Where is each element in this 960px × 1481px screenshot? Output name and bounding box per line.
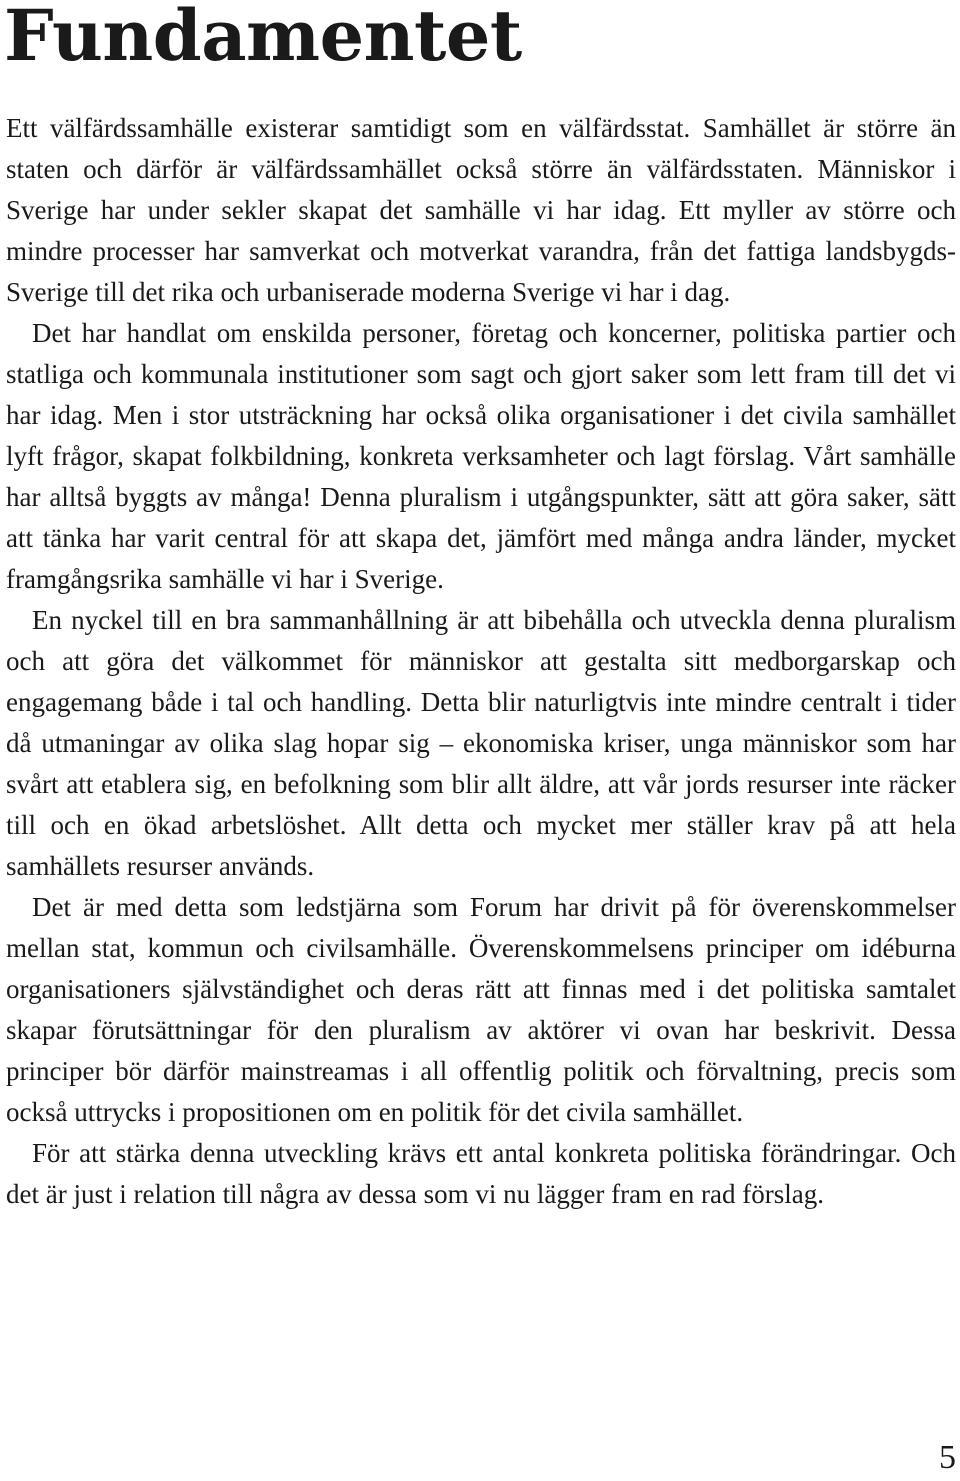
page-number: 5 [939,1439,956,1476]
page-title: Fundamentet [4,0,522,77]
paragraph-4: Det är med detta som ledstjärna som Forum har drivit på för överenskommelser mellan stat, kommun och civilsamhälle. Överenskommelsens principer om idéburna organisationers självständighet och deras rätt att finnas med i det politiska samtalet skapar förutsättningar för den pluralism av aktörer vi ovan har beskrivit. Dessa principer bör därför mainstreamas i all offentlig politik och förvaltning, precis som också uttrycks i propositionen om en politik för det civila samhället. [6,892,956,1127]
paragraph-5: För att stärka denna utveckling krävs ett antal konkreta politiska förändringar. Och det är just i relation till några av dessa som vi nu lägger fram en rad förslag. [6,1138,956,1209]
paragraph-3: En nyckel till en bra sammanhållning är att bibehålla och utveckla denna pluralism och att göra det välkommet för människor att gestalta sitt medborgarskap och engagemang både i tal och handling. Detta blir naturligtvis inte mindre centralt i tider då utmaningar av olika slag hopar sig – ekonomiska kriser, unga människor som har svårt att etablera sig, en befolkning som blir allt äldre, att vår jords resurser inte räcker till och en ökad arbetslöshet. Allt detta och mycket mer ställer krav på att hela samhällets resurser används. [6,605,956,881]
paragraph-1: Ett välfärdssamhälle existerar samtidigt som en välfärdsstat. Samhället är större än staten och därför är välfärdssamhället också större än välfärdsstaten. Människor i Sverige har under sekler skapat det samhälle vi har idag. Ett myller av större och mindre processer har samverkat och motverkat varandra, från det fattiga landsbygds-Sverige till det rika och urbaniserade moderna Sverige vi har i dag. [6,113,956,307]
body-text [6,108,956,1215]
paragraph-2: Det har handlat om enskilda personer, företag och koncerner, politiska partier och statliga och kommunala institutioner som sagt och gjort saker som lett fram till det vi har idag. Men i stor utsträckning har också olika organisationer i det civila samhället lyft frågor, skapat folkbildning, konkreta verksamheter och lagt förslag. Vårt samhälle har alltså byggts av många! Denna pluralism i utgångspunkter, sätt att göra saker, sätt att tänka har varit central för att skapa det, jämfört med många andra länder, mycket framgångsrika samhälle vi har i Sverige. [6,318,956,594]
